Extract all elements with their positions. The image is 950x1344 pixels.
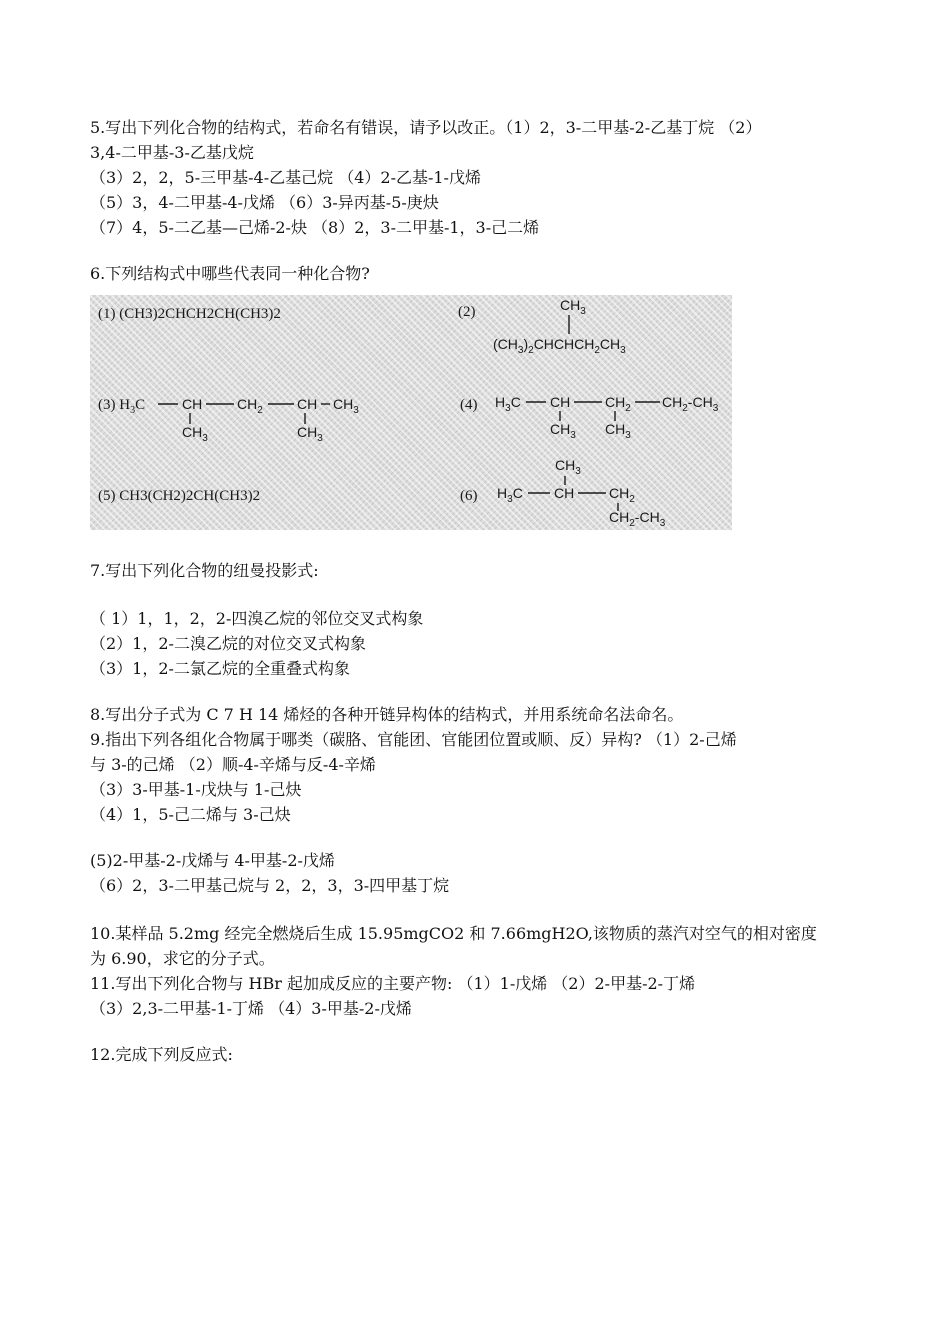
structure-6-number: (6) (460, 488, 478, 504)
q5-line-4: （5）3，4-二甲基-4-戊烯 （6）3-异丙基-5-庚炔 (90, 193, 439, 212)
structure-4-h3c: $H_3C$ (495, 394, 521, 414)
structures-svg (90, 295, 732, 530)
structure-4-methyl-1: $CH_3$ (550, 421, 576, 441)
structure-4-ch-2: $CH_2$ (605, 394, 631, 414)
q5-line-3: （3）2，2，5-三甲基-4-乙基己烷 （4）2-乙基-1-戊烯 (90, 168, 481, 187)
structure-5-formula: (5) CH3(CH2)2CH(CH3)2 (98, 488, 261, 504)
q7-title: 7.写出下列化合物的纽曼投影式: (90, 561, 319, 580)
structural-formulas-figure (90, 295, 732, 530)
q11-line-1: 11.写出下列化合物与 HBr 起加成反应的主要产物: （1）1-戊烯 （2）2-甲基-2-丁烯 (90, 974, 696, 993)
structure-4-methyl-2: $CH_3$ (605, 421, 631, 441)
structure-3-methyl-2: $CH_3$ (297, 424, 323, 444)
q12-title: 12.完成下列反应式: (90, 1045, 233, 1064)
q10-line-2: 为 6.90，求它的分子式。 (90, 949, 275, 968)
structure-4-ch2-ch3: $CH_2-CH_3$ (662, 394, 719, 414)
structure-2-top-methyl: $CH_3$ (560, 297, 586, 317)
q9-line-5: (5)2-甲基-2-戊烯与 4-甲基-2-戊烯 (90, 851, 335, 870)
structure-4-ch-1: CH (550, 394, 571, 410)
structure-6-ethyl: $CH_2-CH_3$ (609, 509, 666, 529)
structure-1-formula: (1) (CH3)2CHCH2CH(CH3)2 (98, 306, 281, 322)
q8-text: 8.写出分子式为 C 7 H 14 烯烃的各种开链异构体的结构式，并用系统命名法命名。 (90, 705, 684, 724)
structure-4-number: (4) (460, 397, 478, 413)
structure-3-ch3-end: $CH_3$ (333, 396, 359, 416)
structure-3-ch2: $CH_2$ (237, 396, 263, 416)
q9-line-1: 9.指出下列各组化合物属于哪类（碳胳、官能团、官能团位置或顺、反）异构? （1）2-己烯 (90, 730, 737, 749)
q9-line-6: （6）2，3-二甲基己烷与 2，2，3，3-四甲基丁烷 (90, 876, 450, 895)
q7-item-3: （3）1，2-二氯乙烷的全重叠式构象 (90, 659, 350, 678)
structure-3-ch-2: CH (297, 396, 318, 412)
structure-2-number: (2) (458, 304, 476, 320)
q9-line-4: （4）1，5-己二烯与 3-己炔 (90, 805, 291, 824)
q9-line-2: 与 3-的己烯 （2）顺-4-辛烯与反-4-辛烯 (90, 755, 376, 774)
structure-3-number: (3) $H_3C$ (98, 397, 146, 416)
q5-line-2: 3,4-二甲基-3-乙基戊烷 (90, 143, 254, 162)
q11-line-2: （3）2,3-二甲基-1-丁烯 （4）3-甲基-2-戊烯 (90, 999, 412, 1018)
q6-title: 6.下列结构式中哪些代表同一种化合物? (90, 264, 370, 283)
structure-6-top-methyl: $CH_3$ (555, 457, 581, 477)
q7-item-1: （ 1）1，1，2，2-四溴乙烷的邻位交叉式构象 (90, 609, 424, 628)
q7-item-2: （2）1，2-二溴乙烷的对位交叉式构象 (90, 634, 366, 653)
structure-2-main-chain: $(CH_3)_2CHCHCH_2CH_3$ (493, 336, 626, 356)
q5-line-1: 5.写出下列化合物的结构式，若命名有错误，请予以改正。（1）2，3-二甲基-2-乙基丁烷 （2） (90, 118, 762, 137)
structure-3-methyl-1: $CH_3$ (182, 424, 208, 444)
structure-6-ch2: $CH_2$ (609, 485, 635, 505)
structure-3-ch-1: CH (182, 396, 203, 412)
q5-line-5: （7）4，5-二乙基—己烯-2-炔 （8）2，3-二甲基-1，3-己二烯 (90, 218, 540, 237)
q9-line-3: （3）3-甲基-1-戊炔与 1-己炔 (90, 780, 302, 799)
q10-line-1: 10.某样品 5.2mg 经完全燃烧后生成 15.95mgCO2 和 7.66mgH2O,该物质的蒸汽对空气的相对密度 (90, 924, 817, 943)
structure-6-ch: CH (554, 485, 575, 501)
structure-6-h3c: $H_3C$ (497, 485, 523, 505)
